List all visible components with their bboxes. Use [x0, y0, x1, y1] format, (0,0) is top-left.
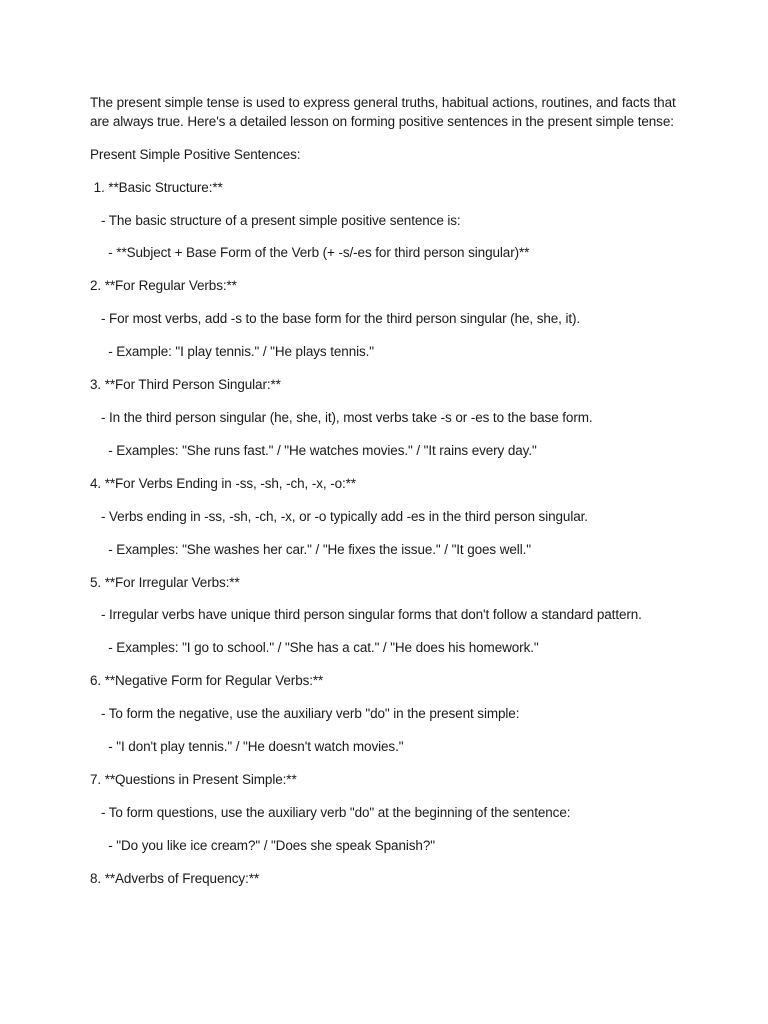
list-item: - To form questions, use the auxiliary verb "do" at the beginning of the sentence:	[90, 805, 571, 820]
list-item: - To form the negative, use the auxiliary verb "do" in the present simple:	[90, 706, 520, 721]
list-item: - Verbs ending in -ss, -sh, -ch, -x, or -o typically add -es in the third person singular.	[90, 509, 588, 524]
list-item: - **Subject + Base Form of the Verb (+ -s/-es for third person singular)**	[90, 245, 530, 260]
intro-paragraph: The present simple tense is used to express general truths, habitual actions, routines, and facts that are always true. Here's a detailed lesson on forming positive sentences in the present simple tense:	[90, 95, 676, 129]
list-item: - Irregular verbs have unique third person singular forms that don't follow a standard pattern.	[90, 607, 642, 622]
list-item: 8. **Adverbs of Frequency:**	[90, 871, 260, 886]
list-item: 3. **For Third Person Singular:**	[90, 377, 281, 392]
list-item: - Examples: "She runs fast." / "He watches movies." / "It rains every day."	[90, 443, 537, 458]
list-item: 6. **Negative Form for Regular Verbs:**	[90, 673, 324, 688]
list-item: - Example: "I play tennis." / "He plays tennis."	[90, 344, 374, 359]
list-item: - In the third person singular (he, she, it), most verbs take -s or -es to the base form.	[90, 410, 593, 425]
list-item: - "Do you like ice cream?" / "Does she speak Spanish?"	[90, 838, 435, 853]
list-item: 7. **Questions in Present Simple:**	[90, 772, 297, 787]
list-item: - Examples: "I go to school." / "She has a cat." / "He does his homework."	[90, 640, 539, 655]
list-item: - Examples: "She washes her car." / "He fixes the issue." / "It goes well."	[90, 542, 531, 557]
section-heading: Present Simple Positive Sentences:	[90, 147, 301, 162]
list-item: - The basic structure of a present simple positive sentence is:	[90, 213, 461, 228]
list-item: - For most verbs, add -s to the base form for the third person singular (he, she, it).	[90, 311, 581, 326]
list-item: - "I don't play tennis." / "He doesn't watch movies."	[90, 739, 404, 754]
list-item: 4. **For Verbs Ending in -ss, -sh, -ch, -x, -o:**	[90, 476, 356, 491]
list-item: 5. **For Irregular Verbs:**	[90, 575, 240, 590]
list-item: 2. **For Regular Verbs:**	[90, 278, 237, 293]
list-item: 1. **Basic Structure:**	[90, 180, 223, 195]
